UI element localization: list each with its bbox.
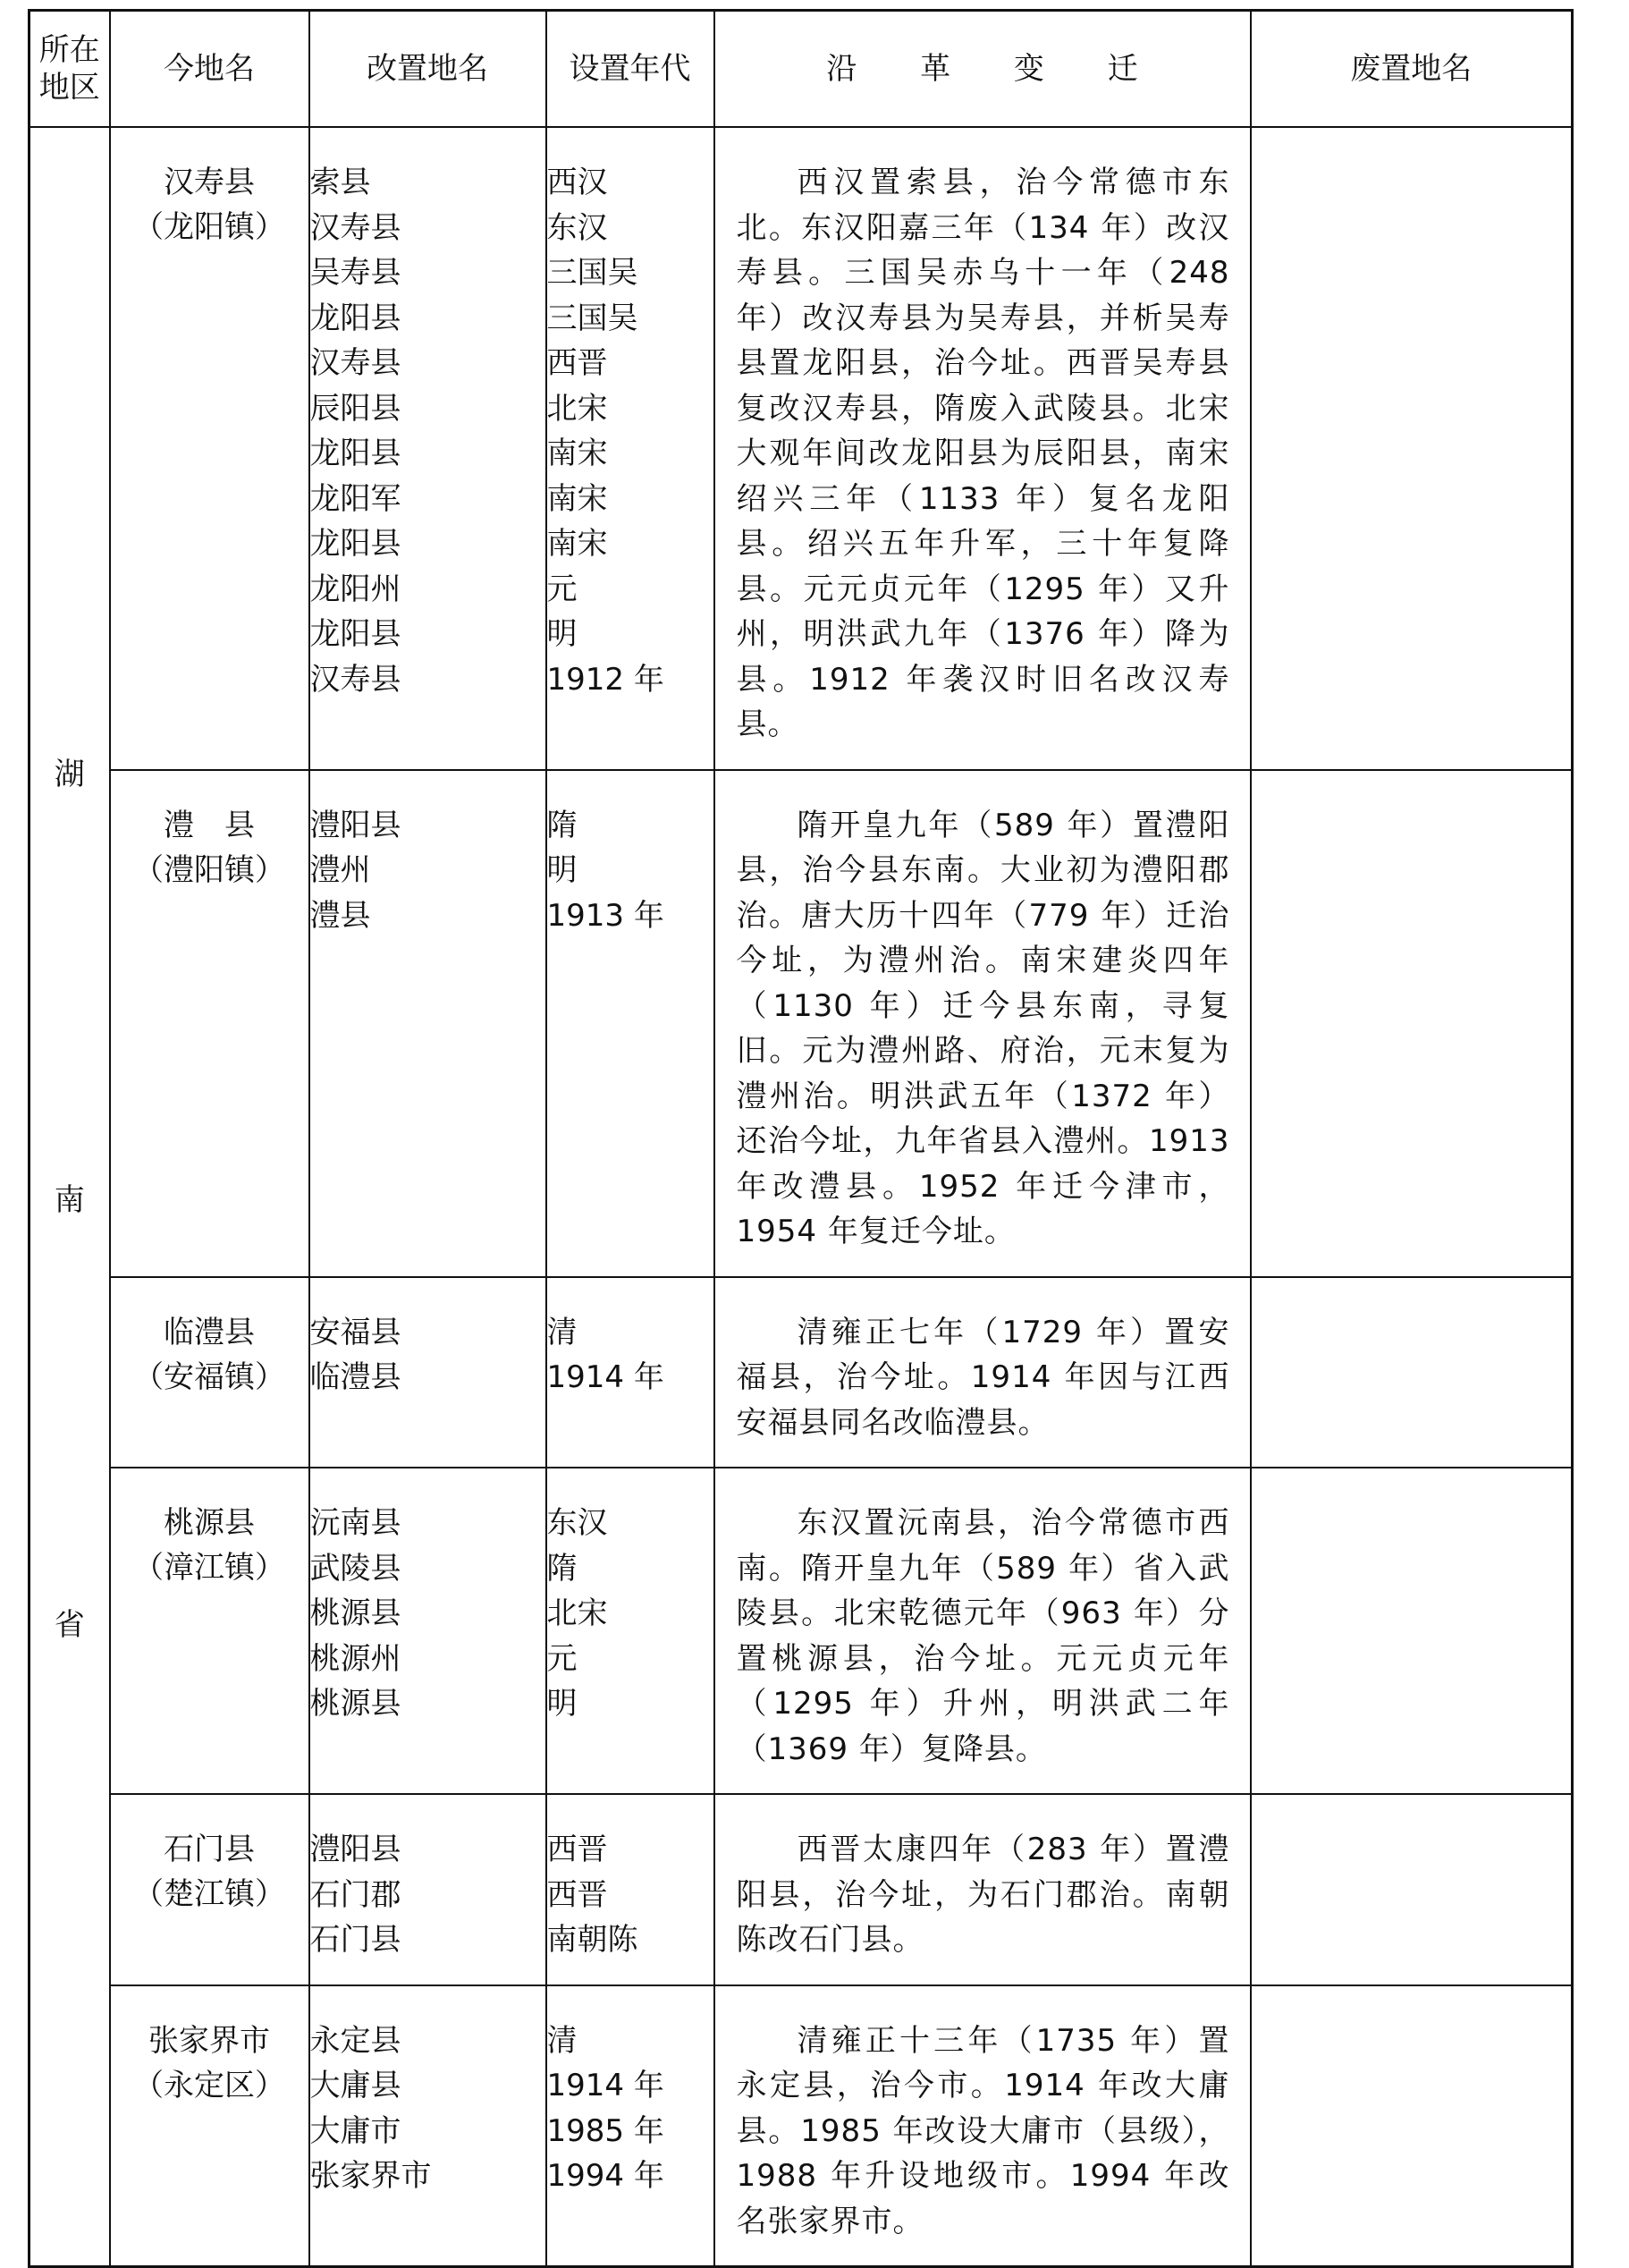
former-names-cell (309, 1985, 546, 2267)
former-name: 大庸市 (309, 2112, 401, 2149)
current-name-cell (110, 1794, 309, 1985)
former-name: 汉寿县 (309, 345, 401, 381)
era: 隋 (546, 807, 578, 843)
former-name: 安福县 (309, 1314, 401, 1350)
era: 东汉 (546, 209, 608, 246)
header-era: 设置年代 (546, 11, 714, 128)
current-name: 张家界市 (148, 2022, 270, 2059)
era: 元 (546, 1640, 578, 1677)
era: 明 (546, 616, 578, 652)
era-cell (546, 1794, 714, 1985)
era: 隋 (546, 1550, 578, 1587)
header-region: 所在地区 (30, 11, 110, 128)
region-cell (30, 127, 110, 2267)
former-name: 龙阳军 (309, 480, 401, 517)
current-seat: （永定区） (133, 2067, 285, 2103)
era-cell (546, 770, 714, 1277)
former-names-cell (309, 127, 546, 770)
former-names-cell (309, 770, 546, 1277)
current-name: 石门县 (164, 1832, 255, 1867)
evolution-cell (714, 1794, 1251, 1985)
current-seat: （龙阳镇） (133, 209, 285, 245)
era-cell (546, 1277, 714, 1468)
era: 元 (546, 571, 578, 607)
former-name: 大庸县 (309, 2068, 401, 2103)
era: 清 (546, 1314, 578, 1350)
current-name: 澧 县 (164, 807, 255, 843)
current-name-cell (110, 127, 309, 770)
era: 南宋 (546, 480, 608, 517)
former-name: 桃源州 (309, 1640, 401, 1677)
evolution-cell (714, 1985, 1251, 2267)
abolished-cell (1251, 127, 1573, 770)
evolution-cell (714, 1468, 1251, 1794)
table-row (30, 1985, 1573, 2267)
header-row (30, 11, 1573, 128)
current-name: 桃源县 (164, 1505, 255, 1541)
era: 北宋 (546, 1595, 608, 1631)
evolution-cell (714, 770, 1251, 1277)
former-names-cell (309, 1794, 546, 1985)
former-name: 澧县 (309, 897, 371, 934)
abolished-cell (1251, 1468, 1573, 1794)
era: 1913 年 (546, 897, 664, 934)
era: 1912 年 (546, 661, 664, 698)
era: 清 (546, 2022, 578, 2059)
abolished-cell (1251, 1985, 1573, 2267)
former-name: 桃源县 (309, 1595, 401, 1631)
former-name: 永定县 (309, 2022, 401, 2059)
former-name: 澧阳县 (309, 1832, 401, 1867)
era: 1914 年 (546, 2068, 664, 2103)
current-seat: （楚江镇） (133, 1876, 285, 1912)
former-name: 汉寿县 (309, 209, 401, 246)
evolution-text: 西汉置索县，治今常德市东北。东汉阳嘉三年（134 年）改汉寿县。三国吴赤乌十一年（248 年）改汉寿县为吴寿县，并析吴寿县置龙阳县，治今址。西晋吴寿县复改汉寿县，隋废入武陵县。北宋大观年间改龙阳县为辰阳县，南宋绍兴三年（1133 年）复名龙阳县。绍兴五年升军，三十年复降县。元元贞元年（1295 年）又升州，明洪武九年（1376 年）降为县。1912 年袭汉时旧名改汉寿县。 (736, 165, 1230, 742)
era: 1985 年 (546, 2112, 664, 2149)
abolished-cell (1251, 770, 1573, 1277)
era: 三国吴 (546, 300, 638, 336)
table-row (30, 770, 1573, 1277)
era: 南朝陈 (546, 1922, 638, 1958)
gazetteer-table (28, 9, 1574, 2268)
table-row (30, 127, 1573, 770)
era-cell (546, 1468, 714, 1794)
region-char: 省 (54, 1607, 85, 1643)
era: 西晋 (546, 1832, 608, 1867)
former-name: 龙阳县 (309, 616, 401, 652)
table-row (30, 1277, 1573, 1468)
era: 西晋 (546, 1876, 608, 1913)
abolished-cell (1251, 1794, 1573, 1985)
region-char: 南 (54, 1181, 85, 1218)
current-name-cell (110, 1277, 309, 1468)
former-name: 龙阳县 (309, 300, 401, 336)
current-name: 临澧县 (164, 1314, 255, 1350)
region-name (30, 749, 109, 1644)
former-name: 龙阳县 (309, 436, 401, 471)
era: 北宋 (546, 390, 608, 427)
former-name: 张家界市 (309, 2158, 432, 2194)
table-row (30, 1794, 1573, 1985)
former-names-cell (309, 1468, 546, 1794)
former-name: 汉寿县 (309, 661, 401, 698)
header-former-name: 改置地名 (309, 11, 546, 128)
header-abolished: 废置地名 (1251, 11, 1573, 128)
era: 西汉 (546, 165, 608, 200)
era: 三国吴 (546, 255, 638, 291)
former-names-cell (309, 1277, 546, 1468)
current-seat: （漳江镇） (133, 1550, 285, 1586)
era: 东汉 (546, 1505, 608, 1541)
table-row (30, 1468, 1573, 1794)
era: 明 (546, 852, 578, 888)
era-cell (546, 127, 714, 770)
table-body (30, 127, 1573, 2267)
evolution-text: 隋开皇九年（589 年）置澧阳县，治今县东南。大业初为澧阳郡治。唐大历十四年（779 年）迁治今址，为澧州治。南宋建炎四年（1130 年）迁今县东南，寻复旧。元为澧州路、府治，元末复为澧州治。明洪武五年（1372 年）还治今址，九年省县入澧州。1913 年改澧县。1952 年迁今津市，1954 年复迁今址。 (736, 807, 1230, 1249)
era: 南宋 (546, 436, 608, 471)
current-seat: （安福镇） (133, 1358, 285, 1395)
header-current-name: 今地名 (110, 11, 309, 128)
current-name-cell (110, 770, 309, 1277)
current-seat: （澧阳镇） (133, 851, 285, 888)
former-name: 临澧县 (309, 1359, 401, 1395)
evolution-text: 东汉置沅南县，治今常德市西南。隋开皇九年（589 年）省入武陵县。北宋乾德元年（963 年）分置桃源县，治今址。元元贞元年（1295 年）升州，明洪武二年（1369 年）复降县。 (736, 1505, 1230, 1767)
former-name: 澧阳县 (309, 807, 401, 843)
former-name: 龙阳县 (309, 526, 401, 562)
era-cell (546, 1985, 714, 2267)
region-char: 湖 (54, 757, 85, 792)
former-name: 澧州 (309, 852, 371, 888)
era: 1914 年 (546, 1359, 664, 1395)
evolution-text: 清雍正十三年（1735 年）置永定县，治今市。1914 年改大庸县。1985 年改设大庸市（县级），1988 年升设地级市。1994 年改名张家界市。 (736, 2022, 1230, 2239)
former-name: 龙阳州 (309, 571, 401, 607)
former-name: 石门县 (309, 1922, 401, 1958)
evolution-text: 清雍正七年（1729 年）置安福县，治今址。1914 年因与江西安福县同名改临澧县。 (736, 1314, 1230, 1441)
evolution-text: 西晋太康四年（283 年）置澧阳县，治今址，为石门郡治。南朝陈改石门县。 (736, 1832, 1230, 1958)
era: 1994 年 (546, 2158, 664, 2194)
era: 明 (546, 1686, 578, 1722)
abolished-cell (1251, 1277, 1573, 1468)
evolution-cell (714, 127, 1251, 770)
current-name-cell (110, 1468, 309, 1794)
current-name-cell (110, 1985, 309, 2267)
evolution-cell (714, 1277, 1251, 1468)
former-name: 辰阳县 (309, 390, 401, 427)
former-name: 索县 (309, 165, 371, 200)
header-evolution: 沿 革 变 迁 (714, 11, 1251, 128)
era: 西晋 (546, 345, 608, 381)
former-name: 石门郡 (309, 1876, 401, 1913)
former-name: 吴寿县 (309, 255, 401, 291)
former-name: 桃源县 (309, 1686, 401, 1722)
former-name: 武陵县 (309, 1550, 401, 1587)
current-name: 汉寿县 (164, 165, 255, 200)
former-name: 沅南县 (309, 1505, 401, 1541)
era: 南宋 (546, 526, 608, 562)
